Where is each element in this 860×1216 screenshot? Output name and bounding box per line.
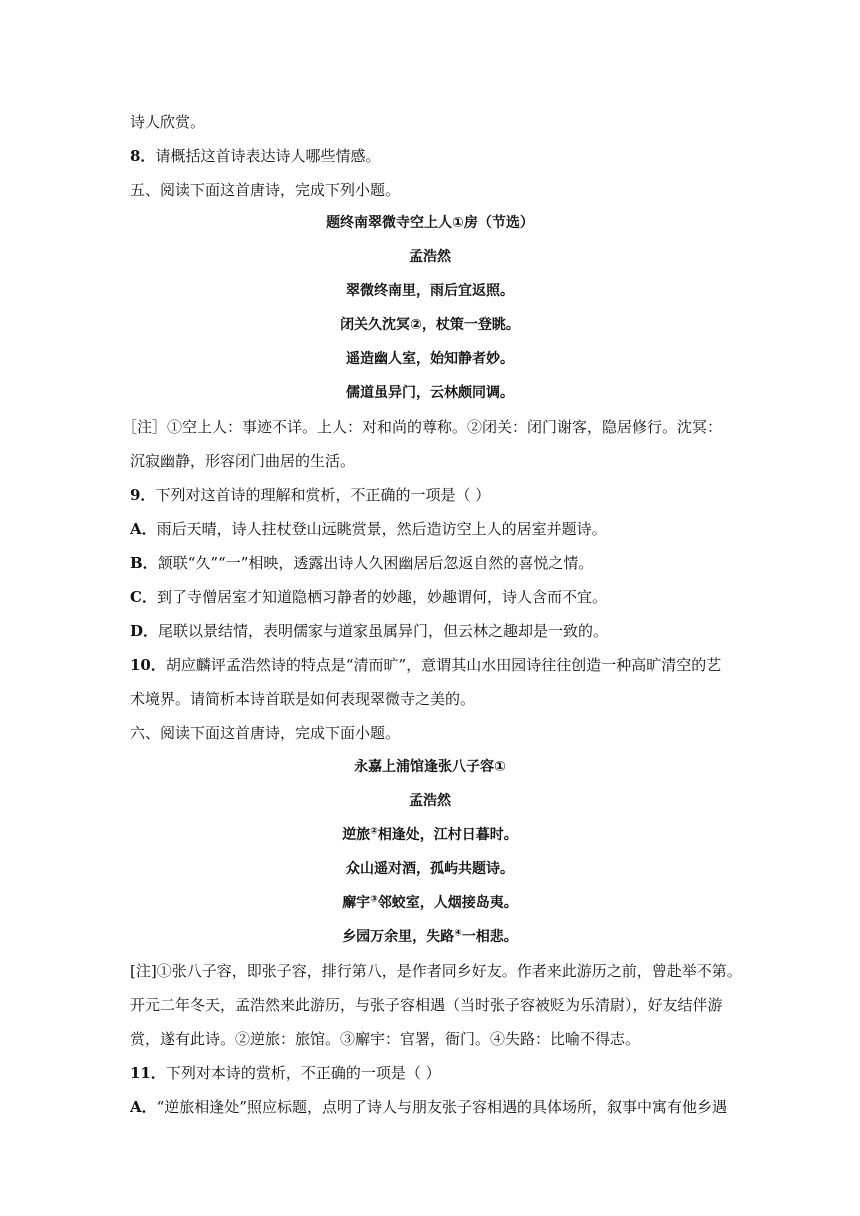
poem-author: 孟浩然 [409, 793, 451, 809]
poem-note: ［注］①空上人：事迹不详。上人：对和尚的尊称。②闭关：闭门谢客，隐居修行。沈冥： [122, 418, 723, 436]
question-text: 下列对本诗的赏析，不正确的一项是（ ） [165, 1064, 441, 1082]
question-8 [130, 146, 740, 166]
poem-title: 题终南翠微寺空上人①房（节选） [326, 215, 534, 231]
question-11 [130, 1063, 740, 1083]
question-9 [130, 485, 740, 505]
question-number: 10． [130, 656, 166, 674]
poem-line: 逆旅②相逢处，江村日暮时。 [342, 826, 518, 843]
question-text: 胡应麟评孟浩然诗的特点是“清而旷”，意谓其山水田园诗往往创造一种高旷清空的艺 [165, 656, 722, 674]
poem-line: 廨宇③邻蛟室，人烟接岛夷。 [342, 894, 518, 911]
option-d: D．尾联以景结情，表明儒家与道家虽属异门，但云林之趣却是一致的。 [130, 622, 609, 640]
section-heading: 六、阅读下面这首唐诗，完成下面小题。 [130, 724, 401, 742]
poem-line: 众山遥对酒，孤屿共题诗。 [346, 861, 514, 877]
poem-line: 儒道虽异门，云林颇同调。 [346, 385, 514, 401]
option-b: B．颔联“久”“一”相映，透露出诗人久困幽居后忽返自然的喜悦之情。 [130, 554, 594, 572]
poem-title: 永嘉上浦馆逢张八子容① [354, 759, 506, 775]
poem-note: 沉寂幽静，形容闭门曲居的生活。 [130, 452, 356, 470]
section-heading: 五、阅读下面这首唐诗，完成下列小题。 [130, 181, 401, 199]
poem-line: 遥造幽人室，始知静者妙。 [346, 351, 514, 367]
question-number: 9． [130, 486, 156, 504]
poem-line: 乡园万余里，失路④一相悲。 [342, 928, 518, 945]
poem-note: 赏，遂有此诗。②逆旅：旅馆。③廨宇：官署，衙门。④失路：比喻不得志。 [130, 1030, 641, 1048]
option-c: C．到了寺僧居室才知道隐栖习静者的妙趣，妙趣谓何，诗人含而不宜。 [130, 588, 607, 606]
question-10-cont: 术境界。请简析本诗首联是如何表现翠微寺之美的。 [130, 690, 476, 708]
question-10 [130, 655, 740, 675]
poem-line: 闭关久沈冥②，杖策一登眺。 [340, 317, 520, 333]
question-text: 下列对这首诗的理解和赏析，不正确的一项是（ ） [155, 486, 491, 504]
poem-note: 开元二年冬天，孟浩然来此游历，与张子容相遇（当时张子容被贬为乐清尉），好友结伴游 [130, 996, 723, 1014]
option-a: A．雨后天晴，诗人拄杖登山远眺赏景，然后造访空上人的居室并题诗。 [130, 520, 607, 538]
poem-note: [注]①张八子容，即张子容，排行第八，是作者同乡好友。作者来此游历之前，曾赴举不第。 [130, 962, 742, 980]
option-a: A．“逆旅相逢处”照应标题，点明了诗人与朋友张子容相遇的具体场所，叙事中寓有他乡遇 [130, 1098, 727, 1116]
poem-author: 孟浩然 [409, 249, 451, 265]
text-line: 诗人欣赏。 [130, 113, 206, 131]
question-number: 8． [130, 147, 156, 165]
question-number: 11． [130, 1064, 166, 1082]
poem-line: 翠微终南里，雨后宜返照。 [346, 283, 514, 299]
question-text: 请概括这首诗表达诗人哪些情感。 [155, 147, 381, 165]
